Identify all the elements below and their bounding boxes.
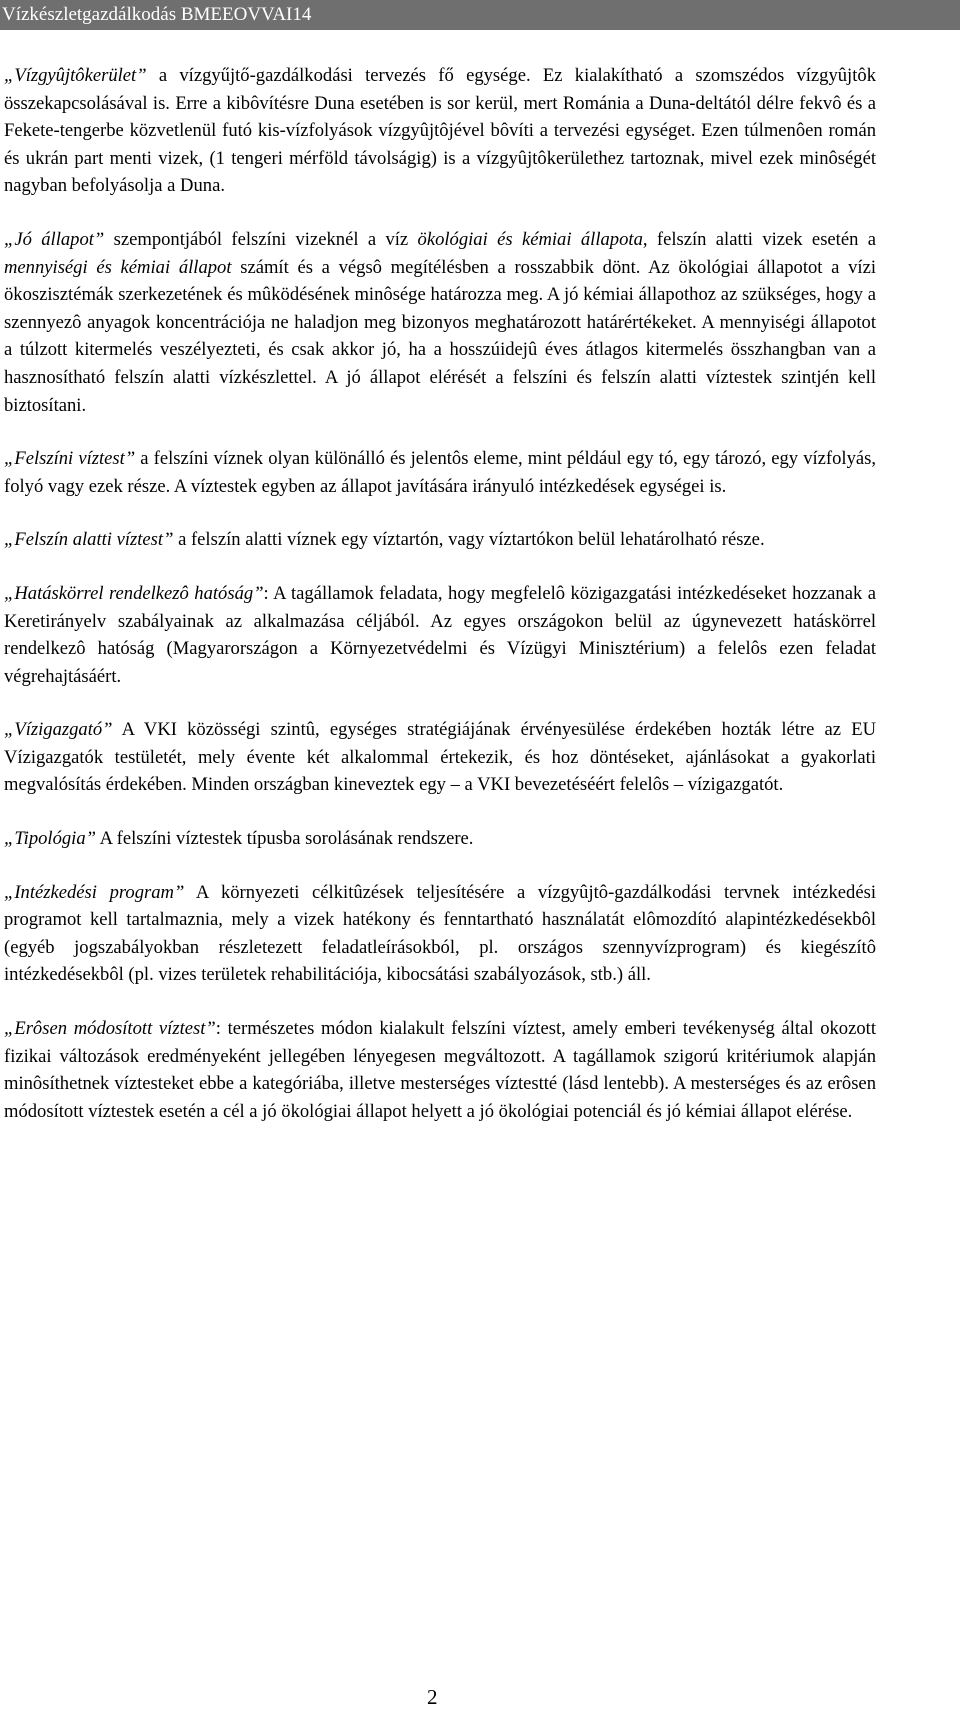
defined-term: „Vízigazgató” bbox=[4, 719, 113, 741]
defined-term: „Felszíni víztest” bbox=[4, 448, 136, 470]
definition-paragraph bbox=[4, 526, 876, 554]
definition-paragraph bbox=[4, 879, 876, 989]
page-number: 2 bbox=[427, 1685, 438, 1709]
document-body bbox=[4, 62, 876, 1151]
definition-text: számít és a végsô megítélésben a rosszabbik dönt. Az ökológiai állapotot a vízi ökoszisztémák szerkezetének és mûködésének minôsége határozza meg. A jó kémiai állapothoz az szükséges, hogy a szennyezô anyagok koncentrációja ne haladjon meg bizonyos meghatározott határértékeket. A mennyiségi állapotot a túlzott kitermelés veszélyezteti, és csak akkor jó, ha a hosszúidejû éves átlagos kitermelés összhangban van a hasznosítható felszín alatti vízkészlettel. A jó állapot elérését a felszíni és felszín alatti víztestek szintjén kell biztosítani. bbox=[4, 256, 876, 416]
defined-term: „Intézkedési program” bbox=[4, 881, 185, 903]
definition-text: a felszíni víznek olyan különálló és jelentôs eleme, mint például egy tó, egy tározó, egy vízfolyás, folyó vagy ezek része. A víztestek egyben az állapot javítására irányuló intézkedések egységei is. bbox=[4, 448, 877, 497]
defined-term: „Tipológia” bbox=[4, 828, 96, 850]
defined-term: „Jó állapot” bbox=[4, 228, 105, 250]
definition-text: A környezeti célkitûzések teljesítésére a vízgyûjtô-gazdálkodási tervnek intézkedési programot kell tartalmaznia, mely a vizek hatékony és fenntartható használatát elômozdító alapintézkedésekbôl (egyéb jogszabályokban részletezett feladatleírásokból, pl. országos szennyvízprogram) és kiegészítô intézkedésekbôl (pl. vizes területek rehabilitációja, kibocsátási szabályozások, stb.) áll. bbox=[4, 881, 876, 986]
definition-text: : A tagállamok feladata, hogy megfelelô közigazgatási intézkedéseket hozzanak a Keretirányelv szabályainak az alkalmazása céljából. Az egyes országokon belül az úgynevezett hatáskörrel rendelkezô hatóság (Magyarországon a Környezetvédelmi és Vízügyi Minisztérium) a felelôs ezen feladat végrehajtásáért. bbox=[4, 582, 876, 687]
definition-paragraph bbox=[4, 226, 876, 419]
definition-text: szempontjából felszíni vizeknél a víz bbox=[104, 228, 418, 250]
defined-term: „Hatáskörrel rendelkezô hatóság” bbox=[4, 582, 264, 604]
definition-paragraph bbox=[4, 445, 876, 500]
definition-text: : természetes módon kialakult felszíni víztest, amely emberi tevékenység által okozott fizikai változások eredményeként jellegében lényegesen megváltozott. A tagállamok szigorú kritériumok alapján minôsíthetnek víztesteket ebbe a kategóriába, illetve mesterséges víztestté (lásd lentebb). A mesterséges és az erôsen módosított víztestek esetén a cél a jó ökológiai állapot helyett a jó ökológiai potenciál és jó kémiai állapot elérése. bbox=[4, 1018, 876, 1122]
definition-paragraph bbox=[4, 716, 876, 799]
definition-paragraph bbox=[4, 825, 876, 853]
definition-paragraph bbox=[4, 62, 876, 200]
defined-term: „Vízgyûjtôkerület” bbox=[4, 65, 147, 86]
page-header bbox=[0, 0, 960, 30]
defined-term: „Felszín alatti víztest” bbox=[4, 529, 174, 551]
definition-text: A VKI közösségi szintû, egységes stratégiájának érvényesülése érdekében hozták létre az EU Vízigazgatók testületét, mely évente két alkalommal értekezik, és hoz döntéseket, ajánlásokat a gyakorlati megvalósítás érdekében. Minden országban kineveztek egy – a VKI bevezetéséért felelôs – vízigazgatót. bbox=[4, 719, 876, 796]
definition-text: a felszín alatti víznek egy víztartón, vagy víztartókon belül lehatárolható része. bbox=[173, 529, 765, 551]
emphasized-text: mennyiségi és kémiai állapot bbox=[4, 256, 232, 278]
emphasized-text: ökológiai és kémiai állapota bbox=[417, 228, 643, 250]
document-title: Vízkészletgazdálkodás BMEEOVVAI14 bbox=[2, 4, 312, 25]
definition-text: a vízgyűjtő-gazdálkodási tervezés fő egysége. Ez kialakítható a szomszédos vízgyûjtôk összekapcsolásával is. Erre a kibôvítésre Duna esetében is sor kerül, mert Románia a Duna-deltától délre fekvô és a Fekete-tengerbe közvetlenül futó kis-vízfolyások vízgyûjtôjével bôvíti a tervezési egységet. Ezen túlmenôen román és ukrán part menti vizek, (1 tengeri mérföld távolságig) is a vízgyûjtôkerülethez tartoznak, mivel ezek minôségét nagyban befolyásolja a Duna. bbox=[4, 65, 876, 197]
definition-paragraph bbox=[4, 1015, 876, 1125]
defined-term: „Erôsen módosított víztest” bbox=[4, 1018, 216, 1040]
definition-paragraph bbox=[4, 580, 876, 690]
definition-text: A felszíni víztestek típusba sorolásának rendszere. bbox=[95, 828, 474, 850]
definition-text: , felszín alatti vizek esetén a bbox=[642, 228, 876, 250]
